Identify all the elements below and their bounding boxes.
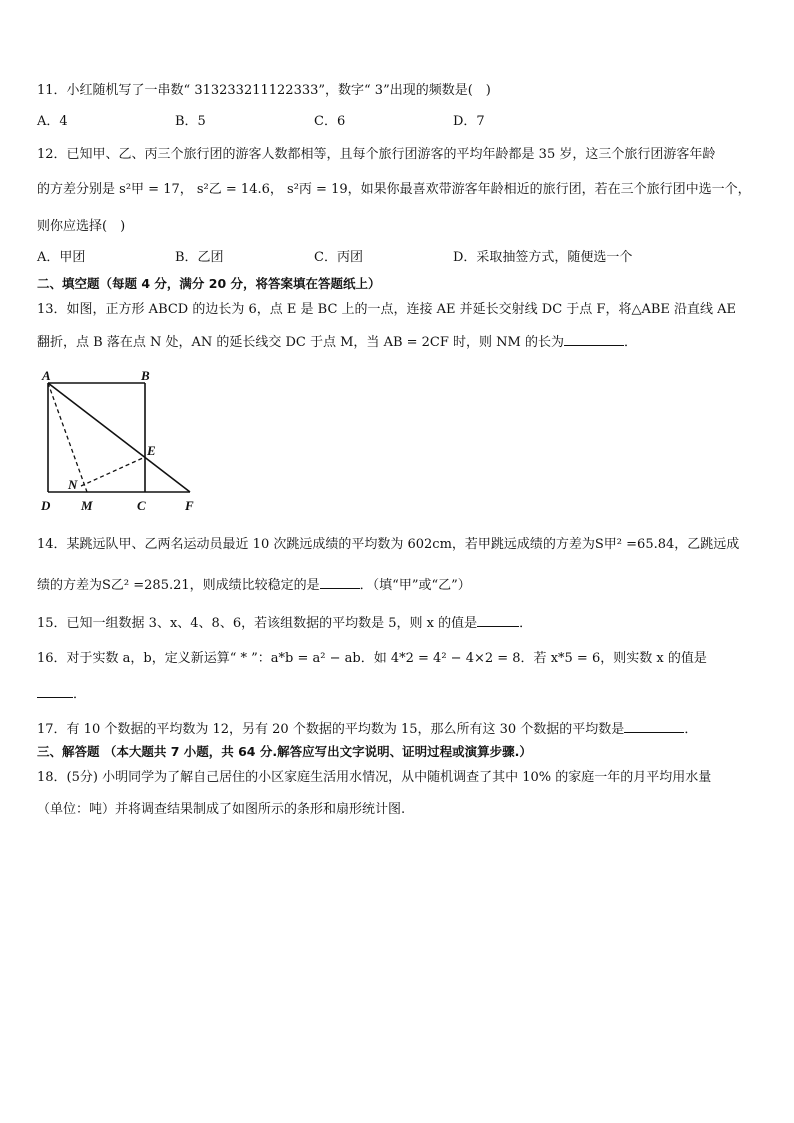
question-16: 16．对于实数 a，b，定义新运算“ * ”：a*b = a² − ab．如 4*2 = 4² − 4×2 = 8．若 x*5 = 6，则实数 x 的值是	[37, 651, 707, 666]
q12-variance-yi: s²乙 = 14.6	[196, 182, 270, 197]
q12-variance-jia: s²甲 = 17	[119, 182, 180, 197]
label-f: F	[185, 498, 194, 513]
q17-end: ．	[684, 722, 698, 737]
label-b: B	[141, 368, 150, 383]
q13-geometry-figure	[35, 366, 205, 516]
question-17	[37, 720, 759, 739]
question-18-line1: 18．(5分) 小明同学为了解自己居住的小区家庭生活用水情况，从中随机调查了其中 10% 的家庭一年的月平均用水量	[37, 770, 712, 785]
q11-option-a: A．4	[37, 114, 68, 129]
q13-end: ．	[623, 335, 637, 350]
q12-option-c: C．丙团	[314, 250, 363, 265]
q16-end: ．	[73, 687, 87, 702]
q13-answer-blank	[564, 333, 624, 346]
question-13-line1: 13．如图，正方形 ABCD 的边长为 6，点 E 是 BC 上的一点，连接 AE 并延长交射线 DC 于点 F，将△ABE 沿直线 AE	[37, 302, 737, 317]
q12-text-post: ，如果你最喜欢带游客年龄相近的旅行团，若在三个旅行团中选一个，	[347, 182, 751, 197]
label-c: C	[137, 498, 146, 513]
question-14-line1	[37, 536, 759, 554]
question-13-line2	[37, 333, 759, 352]
q12-option-b: B．乙团	[175, 250, 224, 265]
q15-text: 15．已知一组数据 3、x、4、8、6，若该组数据的平均数是 5，则 x 的值是	[37, 616, 478, 631]
question-16-line2	[37, 685, 759, 704]
segment-ne-dashed	[81, 457, 145, 486]
q14-answer-blank	[320, 576, 360, 589]
q12-text-pre: 的方差分别是	[37, 182, 116, 197]
q17-text: 17．有 10 个数据的平均数为 12，另有 20 个数据的平均数为 15，那么所有这 30 个数据的平均数是	[37, 722, 625, 737]
q15-end: ．	[519, 616, 533, 631]
q12-option-d: D．采取抽签方式，随便选一个	[453, 250, 633, 265]
label-m: M	[81, 498, 93, 513]
q14-text-pre2: 绩的方差为	[37, 578, 103, 593]
q14-text-pre: 14．某跳远队甲、乙两名运动员最近 10 次跳远成绩的平均数为 602cm，若甲跳远成绩的方差为	[37, 537, 595, 552]
label-d: D	[41, 498, 51, 513]
q11-option-c: C．6	[314, 114, 346, 129]
question-15	[37, 614, 759, 633]
section-2-heading: 二、填空题（每题 4 分，满分 20 分，将答案填在答题纸上）	[37, 276, 381, 291]
question-18-line2: （单位：吨）并将调查结果制成了如图所示的条形和扇形统计图.	[37, 802, 406, 817]
question-12-line3: 则你应选择( )	[37, 219, 126, 234]
question-11: 11．小红随机写了一串数“ 313233211122333”，数字“ 3”出现的频数是( )	[37, 83, 491, 98]
label-a: A	[42, 368, 51, 383]
q14-end: ．（填“甲”或“乙”）	[359, 578, 471, 593]
q14-variance-jia: S甲² =65.84	[594, 537, 675, 552]
q12-option-a: A．甲团	[37, 250, 86, 265]
q11-option-b: B．5	[175, 114, 206, 129]
segment-am-dashed	[48, 383, 87, 492]
q16-answer-blank	[37, 685, 73, 698]
q14-variance-yi: S乙² =285.21	[102, 578, 190, 593]
q17-answer-blank	[624, 720, 684, 733]
label-n: N	[68, 477, 78, 492]
q15-answer-blank	[477, 614, 519, 627]
question-12-line1: 12．已知甲、乙、丙三个旅行团的游客人数都相等，且每个旅行团游客的平均年龄都是 35 岁，这三个旅行团游客年龄	[37, 147, 716, 162]
segment-af	[48, 383, 190, 492]
q11-option-d: D．7	[453, 114, 485, 129]
section-3-heading: 三、解答题 （本大题共 7 小题，共 64 分.解答应写出文字说明、证明过程或演算步骤.）	[37, 744, 532, 759]
q14-text-post: ，乙跳远成	[674, 537, 740, 552]
q13-text: 翻折，点 B 落在点 N 处，AN 的延长线交 DC 于点 M，当 AB = 2CF 时，则 NM 的长为	[37, 335, 564, 350]
q12-variance-bing: s²丙 = 19	[287, 182, 348, 197]
q14-text-post2: ，则成绩比较稳定的是	[189, 578, 320, 593]
label-e: E	[147, 443, 156, 458]
question-14-line2	[37, 576, 759, 595]
question-12-line2: 的方差分别是 s²甲 = 17， s²乙 = 14.6， s²丙 = 19，如果你最喜欢带游客年龄相近的旅行团，若在三个旅行团中选一个，	[37, 182, 751, 197]
